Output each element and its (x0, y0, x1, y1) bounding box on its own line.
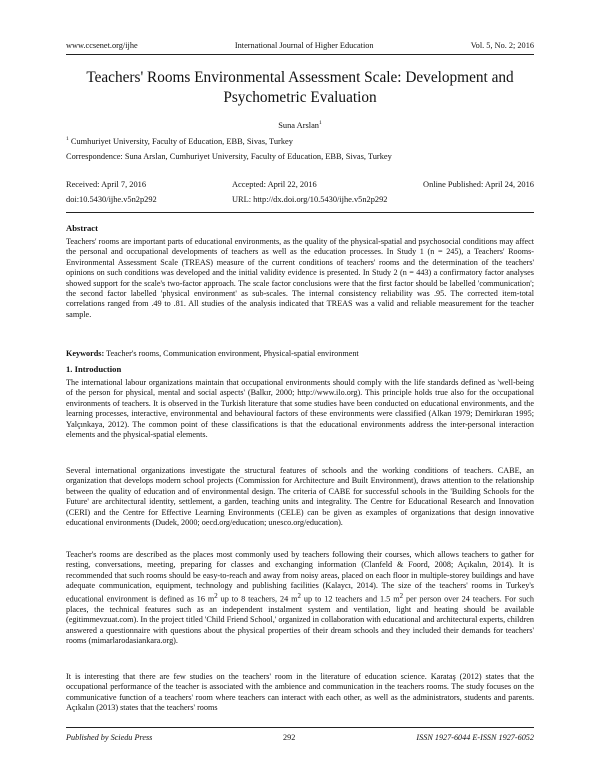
keywords-label: Keywords: (66, 349, 105, 358)
affiliation (66, 134, 534, 147)
paragraph-2: Several international organizations investigate the structural features of schools and the working conditions of teachers. CABE, an organization that develops modern school projects (Commission for Architecture and Built Environment), draws attention to the relationship between the quality of education and of environmental design. The criteria of CABE for successful schools in the 'Building Schools for the Future' are architectural identity, settlement, a garden, teaching units and integrality. The Centre for Educational Research and Innovation (CERI) and the Centre for Effective Learning Environments (CELE) can be given as examples of organizations that design innovative educational environments (Dudek, 2000; oecd.org/education; unesco.org/education). (66, 466, 534, 528)
paragraph-3-part-d: per person over 24 teachers. For such places, the technical features such as an independent instalment system and ventilation, light and heating should be available (egitimmevzuat.com). In the project titled 'Child Friend School,' organized in collaboration with educational and architectural experts, children answered a questionnaire with questions about the physical properties of their dream schools and they included their demands for teachers' rooms (mimarlarodasiankara.org). (66, 594, 534, 645)
footer-divider (66, 727, 534, 728)
doi-url[interactable]: URL: http://dx.doi.org/10.5430/ijhe.v5n2p292 (232, 195, 388, 204)
paragraph-3-part-c: up to 12 teachers and 1.5 m (300, 594, 400, 604)
keywords (66, 349, 534, 359)
abstract-heading: Abstract (66, 223, 98, 233)
abstract-text: Teachers' rooms are important parts of educational environments, as the quality of the physical-spatial and psychosocial conditions may affect the personal and occupational developments of teachers as well as the education processes. In Study 1 (n = 245), a Teachers' Rooms-Environmental Assessment Scale (TREAS) measure of the current conditions of teachers' rooms and the determination of the teachers' opinions on such conditions was developed and the initial validity evidence is presented. In Study 2 (n = 443) a confirmatory factor analyses showed support for the scale's two-factor approach. The scale factor conclusions were that the first factor should be labelled 'communication'; the second factor labelled 'physical environment' as sub-scales. The internal consistency reliability was .95. The corrected item-total correlations ranged from .49 to .81. All studies of the analysis indicated that TREAS was a valid and reliable measurement for the teacher sample. (66, 237, 534, 319)
header-url[interactable]: www.ccsenet.org/ijhe (66, 41, 138, 50)
header-divider (66, 54, 534, 55)
superscript-squared: 2 (297, 592, 301, 600)
affiliation-text: Cumhuriyet University, Faculty of Education, EBB, Sivas, Turkey (68, 136, 293, 146)
author-line (66, 118, 534, 131)
running-header (66, 41, 534, 51)
publication-dates (66, 180, 534, 190)
superscript-squared: 2 (399, 592, 404, 600)
paragraph-4: It is interesting that there are few studies on the teachers' room in the literature of education science. Karataş (2012) states that the occupational performance of the teacher is associated with the ambience and communication in the teachers rooms. The study focuses on the communicative function of a teachers' room where teachers can interact with each other, as well as the administrators, students and parents. Açıkalın (2013) states that the teachers' rooms (66, 672, 534, 713)
paragraph-3 (66, 550, 534, 646)
author-name: Suna Arslan (278, 120, 319, 130)
affiliation-marker: 1 (66, 136, 69, 142)
author-affil-marker: 1 (318, 120, 322, 126)
section-heading-introduction: 1. Introduction (66, 364, 122, 374)
doi-row (66, 195, 534, 205)
paragraph-3-part-a: Teacher's rooms are described as the places most commonly used by teachers following their courses, which allows teachers to gather for resting, conversations, meeting, preparing for classes and exchanging information (Clanfeld & Foord, 2008; Açıkalın, 2014). It is recommended that such rooms should be easy-to-reach and away from noisy areas, placed on each floor in multiple-storey buildings and have adequate communication, equipment, technology and publishing facilities (Kalaycı, 2014). The size of the teachers' rooms in Turkey's educational environment is defined as 16 m (66, 550, 534, 604)
keywords-text: Teacher's rooms, Communication environment, Physical-spatial environment (104, 349, 359, 358)
footer-publisher: Published by Sciedu Press (66, 733, 153, 742)
paragraph-1: The international labour organizations maintain that occupational environments should comply with the life standards defined as 'well-being of the person for physical, mental and social aspects' (Balkır, 2000; http://www.ilo.org). This principle holds true also for the occupational environments of teachers. It is observed in the Turkish literature that some studies have been conducted on educational environments, and the learning processes, interactive, environmental and behavioural factors of these environments were classified (Alkan 1979; Demirkıran 1995; Yalçınkaya, 2012). The common point of these classifications is that the educational environments address the inter-personal interaction elements and the physical-spatial elements. (66, 378, 534, 440)
superscript-squared: 2 (214, 592, 218, 600)
header-journal: International Journal of Higher Education (234, 41, 374, 50)
correspondence: Correspondence: Suna Arslan, Cumhuriyet University, Faculty of Education, EBB, Sivas, Turkey (66, 152, 392, 161)
doi-text[interactable]: doi:10.5430/ijhe.v5n2p292 (66, 195, 157, 204)
metadata-divider (66, 212, 534, 213)
received-date: Received: April 7, 2016 (66, 180, 147, 189)
header-volume: Vol. 5, No. 2; 2016 (470, 41, 534, 50)
paper-title: Teachers' Rooms Environmental Assessment Scale: Development and Psychometric Evaluation (86, 69, 514, 106)
paragraph-3-part-b: up to 8 teachers, 24 m (217, 594, 298, 604)
accepted-date: Accepted: April 22, 2016 (232, 180, 317, 189)
footer-issn: ISSN 1927-6044 E-ISSN 1927-6052 (416, 733, 534, 742)
online-date: Online Published: April 24, 2016 (423, 180, 534, 189)
page-number: 292 (283, 733, 296, 742)
